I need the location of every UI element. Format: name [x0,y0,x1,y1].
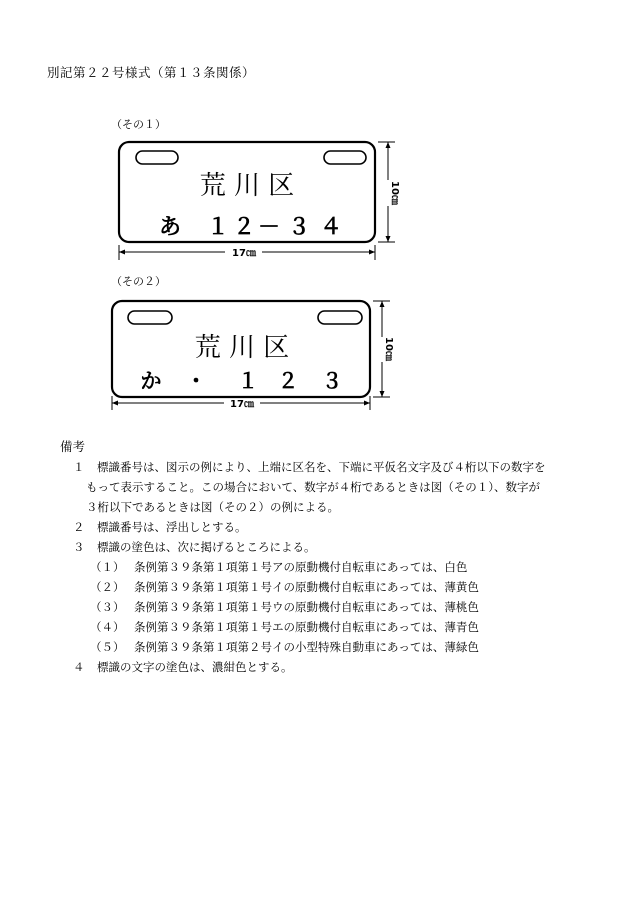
plate-2-char: ・ [185,369,207,393]
plate-2-mount-hole-right [318,311,362,324]
plate-1-char: あ [158,215,182,240]
note-text: 標識番号は、浮出しとする。 [97,520,247,534]
sub-item-text: 条例第３９条第１項第２号イの小型特殊自動車にあっては、薄緑色 [134,640,479,654]
plate-2-mount-hole-left [128,311,172,324]
plate-1-char: ２ [232,215,256,240]
sub-item-text: 条例第３９条第１項第１号アの原動機付自転車にあっては、白色 [134,560,468,574]
note-line: ３桁以下であるときは図（その２）の例による。 [86,500,339,514]
note-text: 標識の文字の塗色は、濃紺色とする。 [97,660,293,674]
figure-1-caption: （その１） [111,118,166,131]
sub-item-number: （５） [90,640,125,654]
figure-2-caption: （その２） [111,275,166,288]
plate-1-mount-hole-right [324,151,366,164]
note-line: もって表示すること。この場合において、数字が４桁であるときは図（その１）、数字が [86,480,541,494]
note-number: ２ [73,520,85,534]
sub-item-text: 条例第３９条第１項第１号エの原動機付自転車にあっては、薄青色 [134,620,479,634]
plate-1-mount-hole-left [136,151,178,164]
sub-item-number: （１） [90,560,125,574]
note-item-3 [73,537,593,557]
plate-2-height-label: 10㎝ [383,337,394,361]
sub-item-number: （４） [90,620,125,634]
plate-2-district: 荒 川 区 [194,333,290,363]
plate-1-district: 荒 川 区 [199,171,295,201]
form-heading: 別記第２２号様式（第１３条関係） [47,65,256,80]
sub-item-text: 条例第３９条第１項第１号イの原動機付自転車にあっては、薄黄色 [134,580,479,594]
plate-1-height-label: 10㎝ [389,181,400,205]
plate-2-char: ３ [321,369,343,393]
plate-1-char: １ [206,215,230,240]
plate-1-char: － [257,215,281,240]
note-number: ３ [73,540,85,554]
plate-1-width-label: 17㎝ [232,248,256,259]
plate-2-char: ２ [277,369,299,393]
notes-title: 備考 [60,439,86,454]
note-item-1 [73,457,593,519]
plate-figure-2 [100,292,410,417]
plate-1-char: ３ [287,215,311,240]
sub-item-number: （２） [90,580,125,594]
plate-2-char: か [140,369,162,393]
note-sub-items [90,557,590,659]
note-number: ４ [73,660,85,674]
note-line: 標識番号は、図示の例により、上端に区名を、下端に平仮名文字及び４桁以下の数字を [97,460,546,474]
plate-figure-1 [100,130,410,265]
note-text: 標識の塗色は、次に掲げるところによる。 [97,540,316,554]
note-item-4 [73,657,593,677]
plate-2-char: １ [237,369,259,393]
note-number: １ [73,460,85,474]
sub-item-number: （３） [90,600,125,614]
plate-1-char: ４ [319,215,343,240]
note-item-2 [73,517,593,537]
sub-item-text: 条例第３９条第１項第１号ウの原動機付自転車にあっては、薄桃色 [134,600,479,614]
plate-2-width-label: 17㎝ [230,399,254,410]
